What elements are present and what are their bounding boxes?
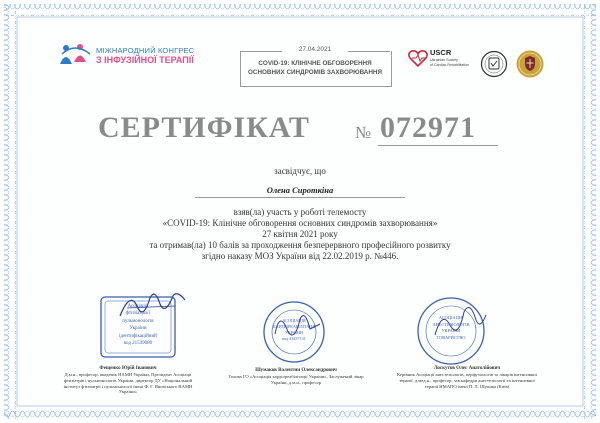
left-stamp-line: ідентифікаційний — [119, 333, 157, 339]
signatory-left — [58, 366, 198, 395]
heart-rehab-icon — [407, 48, 429, 68]
body-line4: та отримав(ла) 10 балів за проходження безперервного професійного розвитку — [149, 240, 451, 250]
signatory-right — [392, 366, 542, 389]
certifies-text: засвідчує, що — [274, 166, 326, 176]
recipient-name: Олена Сироткіна — [266, 185, 334, 195]
event-date: 27.04.2021 — [298, 46, 332, 53]
event-title-line1: COVID-19: КЛІНІЧНЕ ОБГОВОРЕННЯ — [258, 60, 372, 67]
medal-icon — [515, 49, 545, 79]
signatory-name: Фещенко Юрій Іванович — [99, 366, 157, 371]
signatory-name: Шумаков Валентин Олександрович — [255, 368, 337, 373]
event-title-line2: ОСНОВНИХ СИНДРОМІВ ЗАХВОРЮВАННЯ — [248, 69, 382, 76]
body-line2: «COVID-19: Клінічне обговорення основних синдромів захворювання» — [162, 218, 438, 228]
center-stamp-line: КАРДІОРЕАБІЛІТАЦІЇ — [272, 324, 316, 329]
right-stamp-line: УКРАЇНИ — [441, 328, 461, 333]
signatory-center — [226, 368, 366, 386]
left-stamp-line: Асоціація — [127, 304, 149, 309]
body-line1: взяв(ла) участь у роботі телемосту — [233, 207, 367, 217]
right-stamp-line: ТОВАРИСТВО — [436, 334, 466, 340]
certificate-title: СЕРТИФІКАТ — [98, 111, 310, 144]
left-stamp-line: України — [129, 326, 147, 332]
center-stamp-line: код 43437131 — [282, 336, 306, 341]
signatory-title: Керівник Асоціації анестезіологів, перфузіологів та лікарів інтенсивної терапії, д.мед.н., професор, зав.кафедри анестезіології та інтенсивної терапії НМАПО імені П. Л. Шупика (Київ) — [397, 372, 537, 389]
congress-name-line1: МІЖНАРОДНИЙ КОНГРЕС — [96, 46, 195, 55]
cardiology-badge-icon — [480, 50, 508, 78]
right-stamp-line: АСОЦІАЦІЯ — [438, 315, 464, 320]
left-signature — [115, 286, 195, 326]
left-stamp-line: пульмонологів — [122, 318, 154, 324]
number-sign: № — [355, 123, 372, 142]
congress-name-line2: З ІНФУЗІЙНОЇ ТЕРАПІЇ — [96, 55, 194, 65]
uscr-subtitle-2: of Cardiac Rehabilitation — [430, 63, 470, 67]
center-stamp-line: АСОЦІАЦІЯ — [282, 318, 306, 323]
body-line3: 27 квітня 2021 року — [262, 229, 338, 239]
right-signature — [430, 300, 490, 345]
signatory-title: Голова ГО «Асоціація кардіореабілітації України», Заслужений лікар України, д.м.н., професор — [228, 374, 364, 385]
uscr-subtitle-1: Ukrainian Society — [430, 58, 458, 62]
uscr-title: USCR — [430, 48, 452, 57]
right-stamp-line: АНЕСТЕЗІОЛОГІВ — [432, 321, 470, 327]
number-underline — [378, 145, 498, 146]
certificate-number: 072971 — [380, 111, 476, 144]
left-stamp-line: код 21539080 — [123, 341, 153, 347]
recipient-underline — [195, 197, 405, 198]
center-stamp-line: УКРАЇНИ — [284, 330, 304, 335]
center-signature — [270, 304, 330, 344]
signatory-title: Д.м.н., професор, академік НАМН України, Президент Асоціації фтизіатрів і пульмонологів України, директор ДУ «Національний інститут фтизіатрії і пульмонології імені Ф. Г. Яновського НАМН України» — [63, 372, 193, 395]
signatory-name: Лоскутов Олег Анатолійович — [433, 366, 501, 371]
left-stamp-line: фтизіатрів і — [125, 311, 151, 317]
congress-logo-icon — [56, 40, 94, 70]
body-line5: згідно наказу МОЗ України від 22.02.2019 р. №446. — [201, 251, 399, 261]
